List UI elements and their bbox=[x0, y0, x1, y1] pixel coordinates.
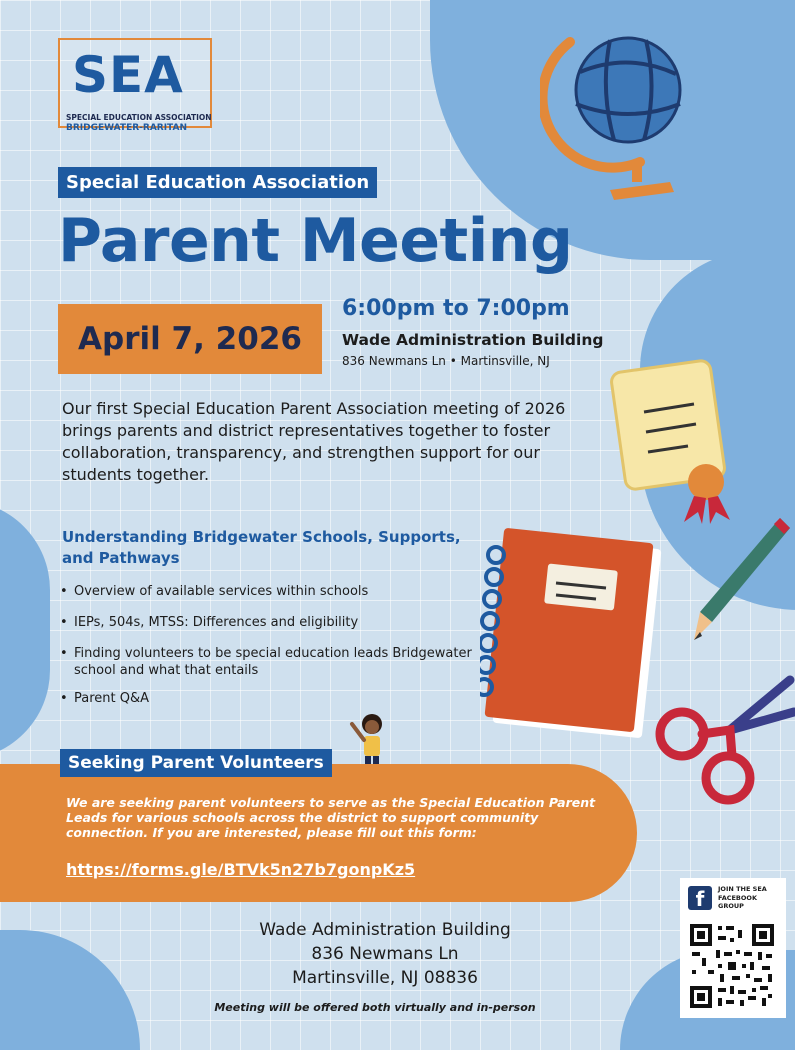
footer-note: Meeting will be offered both virtually and in-person bbox=[214, 1001, 536, 1014]
venue-name: Wade Administration Building bbox=[342, 331, 604, 349]
facebook-qr-label-line1: JOIN THE SEA bbox=[718, 885, 767, 893]
facebook-icon: f bbox=[688, 886, 712, 910]
event-date-text: April 7, 2026 bbox=[78, 321, 302, 357]
diploma-illustration bbox=[610, 352, 740, 527]
facebook-qr-label bbox=[718, 885, 767, 911]
org-banner: Special Education Association bbox=[58, 167, 377, 198]
footer-address-line1: Wade Administration Building bbox=[259, 920, 511, 940]
venue-address: 836 Newmans Ln • Martinsville, NJ bbox=[342, 354, 550, 368]
agenda-list bbox=[60, 583, 490, 721]
footer-address-line3: Martinsville, NJ 08836 bbox=[292, 968, 478, 988]
footer-address-line2: 836 Newmans Ln bbox=[311, 944, 459, 964]
volunteer-text: We are seeking parent volunteers to serve as the Special Education Parent Leads for various schools across the district to support community connection. If you are interested, please fill out this form: bbox=[66, 795, 596, 840]
agenda-item: • Overview of available services within schools bbox=[60, 583, 490, 600]
event-time: 6:00pm to 7:00pm bbox=[342, 296, 570, 321]
volunteer-form-link[interactable]: https://forms.gle/BTVk5n27b7gonpKz5 bbox=[66, 860, 416, 879]
agenda-item: • IEPs, 504s, MTSS: Differences and eligibility bbox=[60, 614, 490, 631]
qr-code-icon[interactable] bbox=[688, 922, 776, 1010]
page-title: Parent Meeting bbox=[58, 206, 573, 276]
sea-logo-line1: SPECIAL EDUCATION ASSOCIATION bbox=[66, 113, 212, 122]
decor-blob-left bbox=[0, 500, 50, 760]
facebook-qr-card[interactable] bbox=[680, 878, 786, 1018]
intro-paragraph: Our first Special Education Parent Association meeting of 2026 brings parents and district representatives together to foster collaboration, transparency, and strengthen support for our students together. bbox=[62, 399, 566, 484]
facebook-qr-label-line2: FACEBOOK bbox=[718, 893, 757, 902]
facebook-qr-label-line3: GROUP bbox=[718, 902, 744, 910]
scissors-illustration bbox=[650, 660, 795, 810]
pencil-illustration bbox=[690, 512, 795, 647]
sea-logo-line2: BRIDGEWATER-RARITAN bbox=[66, 123, 187, 133]
agenda-title: Understanding Bridgewater Schools, Supports, and Pathways bbox=[62, 528, 461, 567]
decor-blob-bottom-left bbox=[0, 930, 140, 1050]
footer-address bbox=[200, 918, 570, 990]
volunteer-title: Seeking Parent Volunteers bbox=[60, 749, 332, 777]
globe-illustration bbox=[540, 12, 690, 202]
notebook-illustration bbox=[480, 525, 670, 740]
agenda-item: • Parent Q&A bbox=[60, 690, 490, 707]
event-date bbox=[58, 304, 322, 374]
agenda-item: • Finding volunteers to be special education leads Bridgewater school and what that entails bbox=[60, 645, 490, 679]
sea-logo-abbr: SEA bbox=[72, 46, 184, 104]
